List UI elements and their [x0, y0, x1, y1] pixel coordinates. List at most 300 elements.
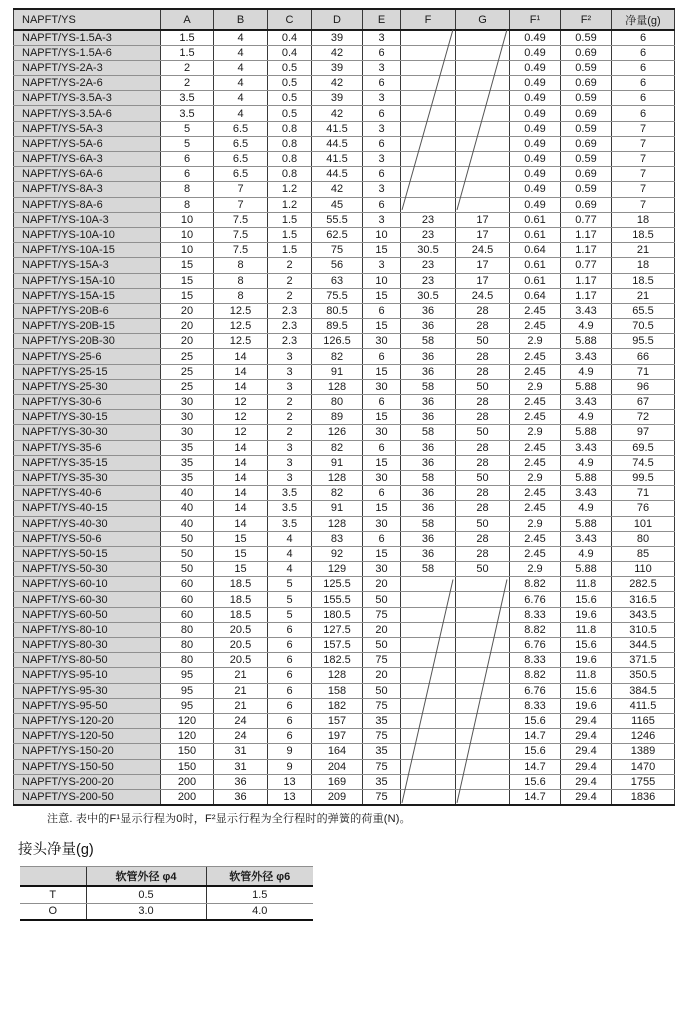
- value-cell: 0.64: [510, 288, 561, 303]
- value-cell: 4: [214, 30, 268, 45]
- value-cell: 1165: [612, 713, 675, 728]
- value-cell: 128: [312, 379, 363, 394]
- value-cell: 9: [268, 744, 312, 759]
- value-cell: 6.5: [214, 136, 268, 151]
- value-cell: 60: [161, 592, 214, 607]
- value-cell: 0.69: [561, 167, 612, 182]
- value-cell: 0.49: [510, 136, 561, 151]
- value-cell: [401, 121, 456, 136]
- value-cell: 371.5: [612, 653, 675, 668]
- value-cell: 2: [268, 425, 312, 440]
- value-cell: 20: [161, 334, 214, 349]
- value-cell: 3: [268, 470, 312, 485]
- value-cell: 29.4: [561, 729, 612, 744]
- value-cell: 31: [214, 759, 268, 774]
- value-cell: 12.5: [214, 303, 268, 318]
- part-number-cell: NAPFT/YS-2A-3: [14, 60, 161, 75]
- value-cell: 0.5: [268, 91, 312, 106]
- value-cell: 15: [214, 531, 268, 546]
- part-number-cell: NAPFT/YS-60-10: [14, 577, 161, 592]
- column-header: A: [161, 9, 214, 30]
- value-cell: 2.45: [510, 303, 561, 318]
- value-cell: 150: [161, 759, 214, 774]
- value-cell: 6.5: [214, 152, 268, 167]
- value-cell: 6: [161, 152, 214, 167]
- value-cell: 158: [312, 683, 363, 698]
- table-row: [14, 76, 675, 91]
- value-cell: 82: [312, 440, 363, 455]
- value-cell: 36: [401, 546, 456, 561]
- column-header: [20, 866, 86, 886]
- part-number-cell: NAPFT/YS-1.5A-3: [14, 30, 161, 45]
- part-number-cell: NAPFT/YS-95-50: [14, 698, 161, 713]
- value-cell: 25: [161, 379, 214, 394]
- value-cell: [456, 60, 510, 75]
- value-cell: 50: [363, 683, 401, 698]
- column-header: 软管外径 φ6: [206, 866, 313, 886]
- value-cell: [456, 789, 510, 804]
- value-cell: [456, 713, 510, 728]
- value-cell: 13: [268, 789, 312, 804]
- value-cell: 35: [161, 470, 214, 485]
- value-cell: [401, 182, 456, 197]
- value-cell: 1389: [612, 744, 675, 759]
- value-cell: 29.4: [561, 789, 612, 804]
- column-header: F¹: [510, 9, 561, 30]
- value-cell: 14: [214, 379, 268, 394]
- part-number-cell: NAPFT/YS-95-30: [14, 683, 161, 698]
- joint-type-cell: T: [20, 886, 86, 903]
- value-cell: 8.82: [510, 622, 561, 637]
- value-cell: 95: [161, 698, 214, 713]
- value-cell: 1.17: [561, 273, 612, 288]
- value-cell: 23: [401, 258, 456, 273]
- value-cell: 0.69: [561, 106, 612, 121]
- value-cell: 1.17: [561, 288, 612, 303]
- value-cell: 15: [161, 258, 214, 273]
- table-row: [14, 744, 675, 759]
- value-cell: 91: [312, 455, 363, 470]
- value-cell: 8: [214, 288, 268, 303]
- part-number-cell: NAPFT/YS-20B-15: [14, 319, 161, 334]
- value-cell: 55.5: [312, 212, 363, 227]
- value-cell: 6: [612, 76, 675, 91]
- part-number-cell: NAPFT/YS-1.5A-6: [14, 45, 161, 60]
- value-cell: 6: [363, 45, 401, 60]
- table-row: [14, 698, 675, 713]
- part-number-cell: NAPFT/YS-150-20: [14, 744, 161, 759]
- table-row: [14, 91, 675, 106]
- value-cell: 3.43: [561, 349, 612, 364]
- value-cell: [401, 152, 456, 167]
- value-cell: 2.3: [268, 303, 312, 318]
- value-cell: [456, 698, 510, 713]
- joint-weight-table-title: 接头净量(g): [18, 841, 94, 858]
- value-cell: 7.5: [214, 227, 268, 242]
- value-cell: 58: [401, 562, 456, 577]
- value-cell: 2.45: [510, 455, 561, 470]
- value-cell: 36: [401, 531, 456, 546]
- value-cell: 21: [214, 683, 268, 698]
- value-cell: 17: [456, 227, 510, 242]
- value-cell: 169: [312, 774, 363, 789]
- value-cell: 6: [161, 167, 214, 182]
- value-cell: 128: [312, 470, 363, 485]
- value-cell: 1.17: [561, 243, 612, 258]
- value-cell: 4: [214, 106, 268, 121]
- value-cell: 30: [161, 410, 214, 425]
- value-cell: 0.69: [561, 45, 612, 60]
- value-cell: 12: [214, 395, 268, 410]
- value-cell: 42: [312, 106, 363, 121]
- column-header: F: [401, 9, 456, 30]
- value-cell: 5: [161, 136, 214, 151]
- value-cell: 5: [268, 607, 312, 622]
- value-cell: 23: [401, 212, 456, 227]
- table-row: [14, 531, 675, 546]
- table-row: [14, 334, 675, 349]
- table-row: [14, 516, 675, 531]
- value-cell: 3.0: [86, 903, 206, 920]
- main-spec-table: [13, 8, 675, 806]
- value-cell: [456, 744, 510, 759]
- value-cell: 28: [456, 349, 510, 364]
- part-number-cell: NAPFT/YS-6A-6: [14, 167, 161, 182]
- value-cell: 0.8: [268, 167, 312, 182]
- table-row: [14, 273, 675, 288]
- part-number-cell: NAPFT/YS-10A-10: [14, 227, 161, 242]
- value-cell: 75: [363, 759, 401, 774]
- value-cell: 35: [363, 774, 401, 789]
- value-cell: 6: [612, 91, 675, 106]
- value-cell: 30: [161, 395, 214, 410]
- value-cell: 14.7: [510, 789, 561, 804]
- part-number-cell: NAPFT/YS-15A-10: [14, 273, 161, 288]
- value-cell: 14: [214, 364, 268, 379]
- value-cell: [456, 607, 510, 622]
- value-cell: 282.5: [612, 577, 675, 592]
- value-cell: 44.5: [312, 167, 363, 182]
- value-cell: 36: [401, 395, 456, 410]
- value-cell: 58: [401, 379, 456, 394]
- value-cell: 0.49: [510, 60, 561, 75]
- value-cell: [456, 683, 510, 698]
- value-cell: [401, 607, 456, 622]
- value-cell: 4: [268, 562, 312, 577]
- value-cell: 0.49: [510, 30, 561, 45]
- value-cell: 8.82: [510, 577, 561, 592]
- value-cell: 50: [363, 592, 401, 607]
- value-cell: 19.6: [561, 698, 612, 713]
- value-cell: 1836: [612, 789, 675, 804]
- value-cell: 4: [268, 531, 312, 546]
- value-cell: 157: [312, 713, 363, 728]
- value-cell: 80: [612, 531, 675, 546]
- value-cell: 1246: [612, 729, 675, 744]
- table-row: [14, 45, 675, 60]
- part-number-cell: NAPFT/YS-200-20: [14, 774, 161, 789]
- part-number-cell: NAPFT/YS-15A-15: [14, 288, 161, 303]
- value-cell: 30: [363, 562, 401, 577]
- value-cell: 1.5: [161, 45, 214, 60]
- value-cell: 180.5: [312, 607, 363, 622]
- value-cell: 35: [161, 440, 214, 455]
- value-cell: 2: [268, 273, 312, 288]
- value-cell: 3: [268, 349, 312, 364]
- value-cell: 3: [363, 30, 401, 45]
- value-cell: 344.5: [612, 638, 675, 653]
- part-number-cell: NAPFT/YS-35-15: [14, 455, 161, 470]
- value-cell: 36: [401, 501, 456, 516]
- value-cell: 50: [161, 546, 214, 561]
- table-row: [14, 243, 675, 258]
- value-cell: 0.69: [561, 197, 612, 212]
- table-row: [14, 410, 675, 425]
- column-header: B: [214, 9, 268, 30]
- value-cell: 2: [161, 76, 214, 91]
- value-cell: 0.77: [561, 212, 612, 227]
- joint-table-body: [20, 886, 313, 920]
- value-cell: 7: [612, 152, 675, 167]
- value-cell: 50: [161, 562, 214, 577]
- main-table-body: [14, 30, 675, 805]
- part-number-cell: NAPFT/YS-60-50: [14, 607, 161, 622]
- value-cell: 4.9: [561, 455, 612, 470]
- value-cell: 30.5: [401, 288, 456, 303]
- value-cell: 14: [214, 349, 268, 364]
- value-cell: 5.88: [561, 379, 612, 394]
- part-number-cell: NAPFT/YS-20B-6: [14, 303, 161, 318]
- table-row: [14, 653, 675, 668]
- value-cell: 39: [312, 60, 363, 75]
- value-cell: 8.33: [510, 607, 561, 622]
- value-cell: 0.59: [561, 60, 612, 75]
- value-cell: 18.5: [612, 273, 675, 288]
- value-cell: 35: [363, 713, 401, 728]
- value-cell: 7.5: [214, 212, 268, 227]
- value-cell: 128: [312, 516, 363, 531]
- value-cell: 35: [363, 744, 401, 759]
- value-cell: 80: [312, 395, 363, 410]
- value-cell: 28: [456, 440, 510, 455]
- value-cell: 2: [268, 288, 312, 303]
- value-cell: 99.5: [612, 470, 675, 485]
- value-cell: 95: [161, 683, 214, 698]
- value-cell: 6: [268, 622, 312, 637]
- value-cell: 20: [363, 577, 401, 592]
- value-cell: 4.9: [561, 319, 612, 334]
- value-cell: 80: [161, 622, 214, 637]
- value-cell: 3.43: [561, 440, 612, 455]
- part-number-cell: NAPFT/YS-8A-3: [14, 182, 161, 197]
- part-number-col-header: NAPFT/YS: [14, 9, 161, 30]
- value-cell: 15: [161, 288, 214, 303]
- value-cell: 89.5: [312, 319, 363, 334]
- value-cell: 15.6: [561, 683, 612, 698]
- value-cell: [401, 729, 456, 744]
- value-cell: 28: [456, 303, 510, 318]
- value-cell: 95.5: [612, 334, 675, 349]
- value-cell: 58: [401, 334, 456, 349]
- value-cell: 18.5: [214, 607, 268, 622]
- value-cell: 14: [214, 501, 268, 516]
- part-number-cell: NAPFT/YS-60-30: [14, 592, 161, 607]
- value-cell: 10: [161, 212, 214, 227]
- value-cell: 28: [456, 319, 510, 334]
- value-cell: 30: [363, 425, 401, 440]
- part-number-cell: NAPFT/YS-80-50: [14, 653, 161, 668]
- value-cell: 0.69: [561, 76, 612, 91]
- value-cell: 12.5: [214, 334, 268, 349]
- value-cell: [401, 577, 456, 592]
- value-cell: 15: [363, 319, 401, 334]
- value-cell: 10: [363, 227, 401, 242]
- value-cell: 4: [214, 91, 268, 106]
- value-cell: 0.49: [510, 152, 561, 167]
- value-cell: 6: [268, 729, 312, 744]
- value-cell: 29.4: [561, 713, 612, 728]
- value-cell: 7: [214, 197, 268, 212]
- value-cell: [456, 197, 510, 212]
- value-cell: 0.77: [561, 258, 612, 273]
- value-cell: 36: [401, 349, 456, 364]
- value-cell: 15: [214, 562, 268, 577]
- value-cell: 15: [363, 546, 401, 561]
- table-row: [14, 106, 675, 121]
- value-cell: 62.5: [312, 227, 363, 242]
- value-cell: 6: [363, 395, 401, 410]
- table-row: [14, 683, 675, 698]
- value-cell: 0.8: [268, 121, 312, 136]
- value-cell: 41.5: [312, 121, 363, 136]
- value-cell: 2: [268, 395, 312, 410]
- value-cell: 3: [363, 121, 401, 136]
- part-number-cell: NAPFT/YS-10A-15: [14, 243, 161, 258]
- value-cell: [401, 683, 456, 698]
- value-cell: 30: [161, 425, 214, 440]
- value-cell: 3: [268, 379, 312, 394]
- value-cell: 6: [612, 60, 675, 75]
- value-cell: 2.9: [510, 379, 561, 394]
- table-row: [14, 713, 675, 728]
- value-cell: 58: [401, 470, 456, 485]
- value-cell: 4.9: [561, 410, 612, 425]
- value-cell: 5: [268, 592, 312, 607]
- value-cell: 10: [363, 273, 401, 288]
- value-cell: 24: [214, 729, 268, 744]
- value-cell: 15: [363, 364, 401, 379]
- value-cell: [456, 592, 510, 607]
- value-cell: 2: [268, 410, 312, 425]
- table-row: [14, 212, 675, 227]
- value-cell: 91: [312, 364, 363, 379]
- value-cell: 5.88: [561, 425, 612, 440]
- value-cell: 2.9: [510, 425, 561, 440]
- value-cell: 7: [612, 167, 675, 182]
- value-cell: 14: [214, 486, 268, 501]
- value-cell: 8.33: [510, 653, 561, 668]
- value-cell: 3: [363, 182, 401, 197]
- value-cell: 13: [268, 774, 312, 789]
- value-cell: 2.45: [510, 319, 561, 334]
- value-cell: 15: [363, 243, 401, 258]
- value-cell: 0.61: [510, 212, 561, 227]
- table-row: [14, 182, 675, 197]
- part-number-cell: NAPFT/YS-80-10: [14, 622, 161, 637]
- joint-type-cell: O: [20, 903, 86, 920]
- value-cell: 120: [161, 713, 214, 728]
- value-cell: 17: [456, 273, 510, 288]
- value-cell: 96: [612, 379, 675, 394]
- table-row: [14, 592, 675, 607]
- value-cell: 0.5: [86, 886, 206, 903]
- part-number-cell: NAPFT/YS-35-30: [14, 470, 161, 485]
- table-row: [14, 668, 675, 683]
- value-cell: 18.5: [612, 227, 675, 242]
- value-cell: [456, 668, 510, 683]
- value-cell: 0.59: [561, 30, 612, 45]
- value-cell: 70.5: [612, 319, 675, 334]
- value-cell: 82: [312, 349, 363, 364]
- part-number-cell: NAPFT/YS-25-30: [14, 379, 161, 394]
- value-cell: 0.4: [268, 45, 312, 60]
- table-row: [14, 319, 675, 334]
- value-cell: 28: [456, 364, 510, 379]
- value-cell: 14: [214, 455, 268, 470]
- value-cell: 3: [363, 152, 401, 167]
- value-cell: [456, 729, 510, 744]
- value-cell: 6: [363, 486, 401, 501]
- table-row: [14, 759, 675, 774]
- part-number-cell: NAPFT/YS-50-15: [14, 546, 161, 561]
- value-cell: 350.5: [612, 668, 675, 683]
- value-cell: 3.43: [561, 486, 612, 501]
- value-cell: [401, 759, 456, 774]
- value-cell: [401, 106, 456, 121]
- value-cell: 6: [612, 30, 675, 45]
- value-cell: [456, 653, 510, 668]
- value-cell: 42: [312, 45, 363, 60]
- value-cell: 3.43: [561, 395, 612, 410]
- part-number-cell: NAPFT/YS-80-30: [14, 638, 161, 653]
- value-cell: 6: [363, 349, 401, 364]
- value-cell: 71: [612, 364, 675, 379]
- value-cell: 45: [312, 197, 363, 212]
- table-row: [14, 364, 675, 379]
- value-cell: 0.59: [561, 182, 612, 197]
- value-cell: 20: [363, 622, 401, 637]
- value-cell: 50: [161, 531, 214, 546]
- value-cell: 50: [456, 425, 510, 440]
- value-cell: 67: [612, 395, 675, 410]
- value-cell: [456, 76, 510, 91]
- value-cell: 20: [161, 303, 214, 318]
- table-row: [14, 425, 675, 440]
- value-cell: 3: [363, 258, 401, 273]
- value-cell: 97: [612, 425, 675, 440]
- value-cell: 92: [312, 546, 363, 561]
- column-header: E: [363, 9, 401, 30]
- value-cell: [401, 197, 456, 212]
- value-cell: 0.5: [268, 60, 312, 75]
- value-cell: 75: [363, 698, 401, 713]
- value-cell: 0.61: [510, 258, 561, 273]
- part-number-cell: NAPFT/YS-40-15: [14, 501, 161, 516]
- table-row: [14, 121, 675, 136]
- value-cell: 6: [363, 136, 401, 151]
- value-cell: 164: [312, 744, 363, 759]
- value-cell: 65.5: [612, 303, 675, 318]
